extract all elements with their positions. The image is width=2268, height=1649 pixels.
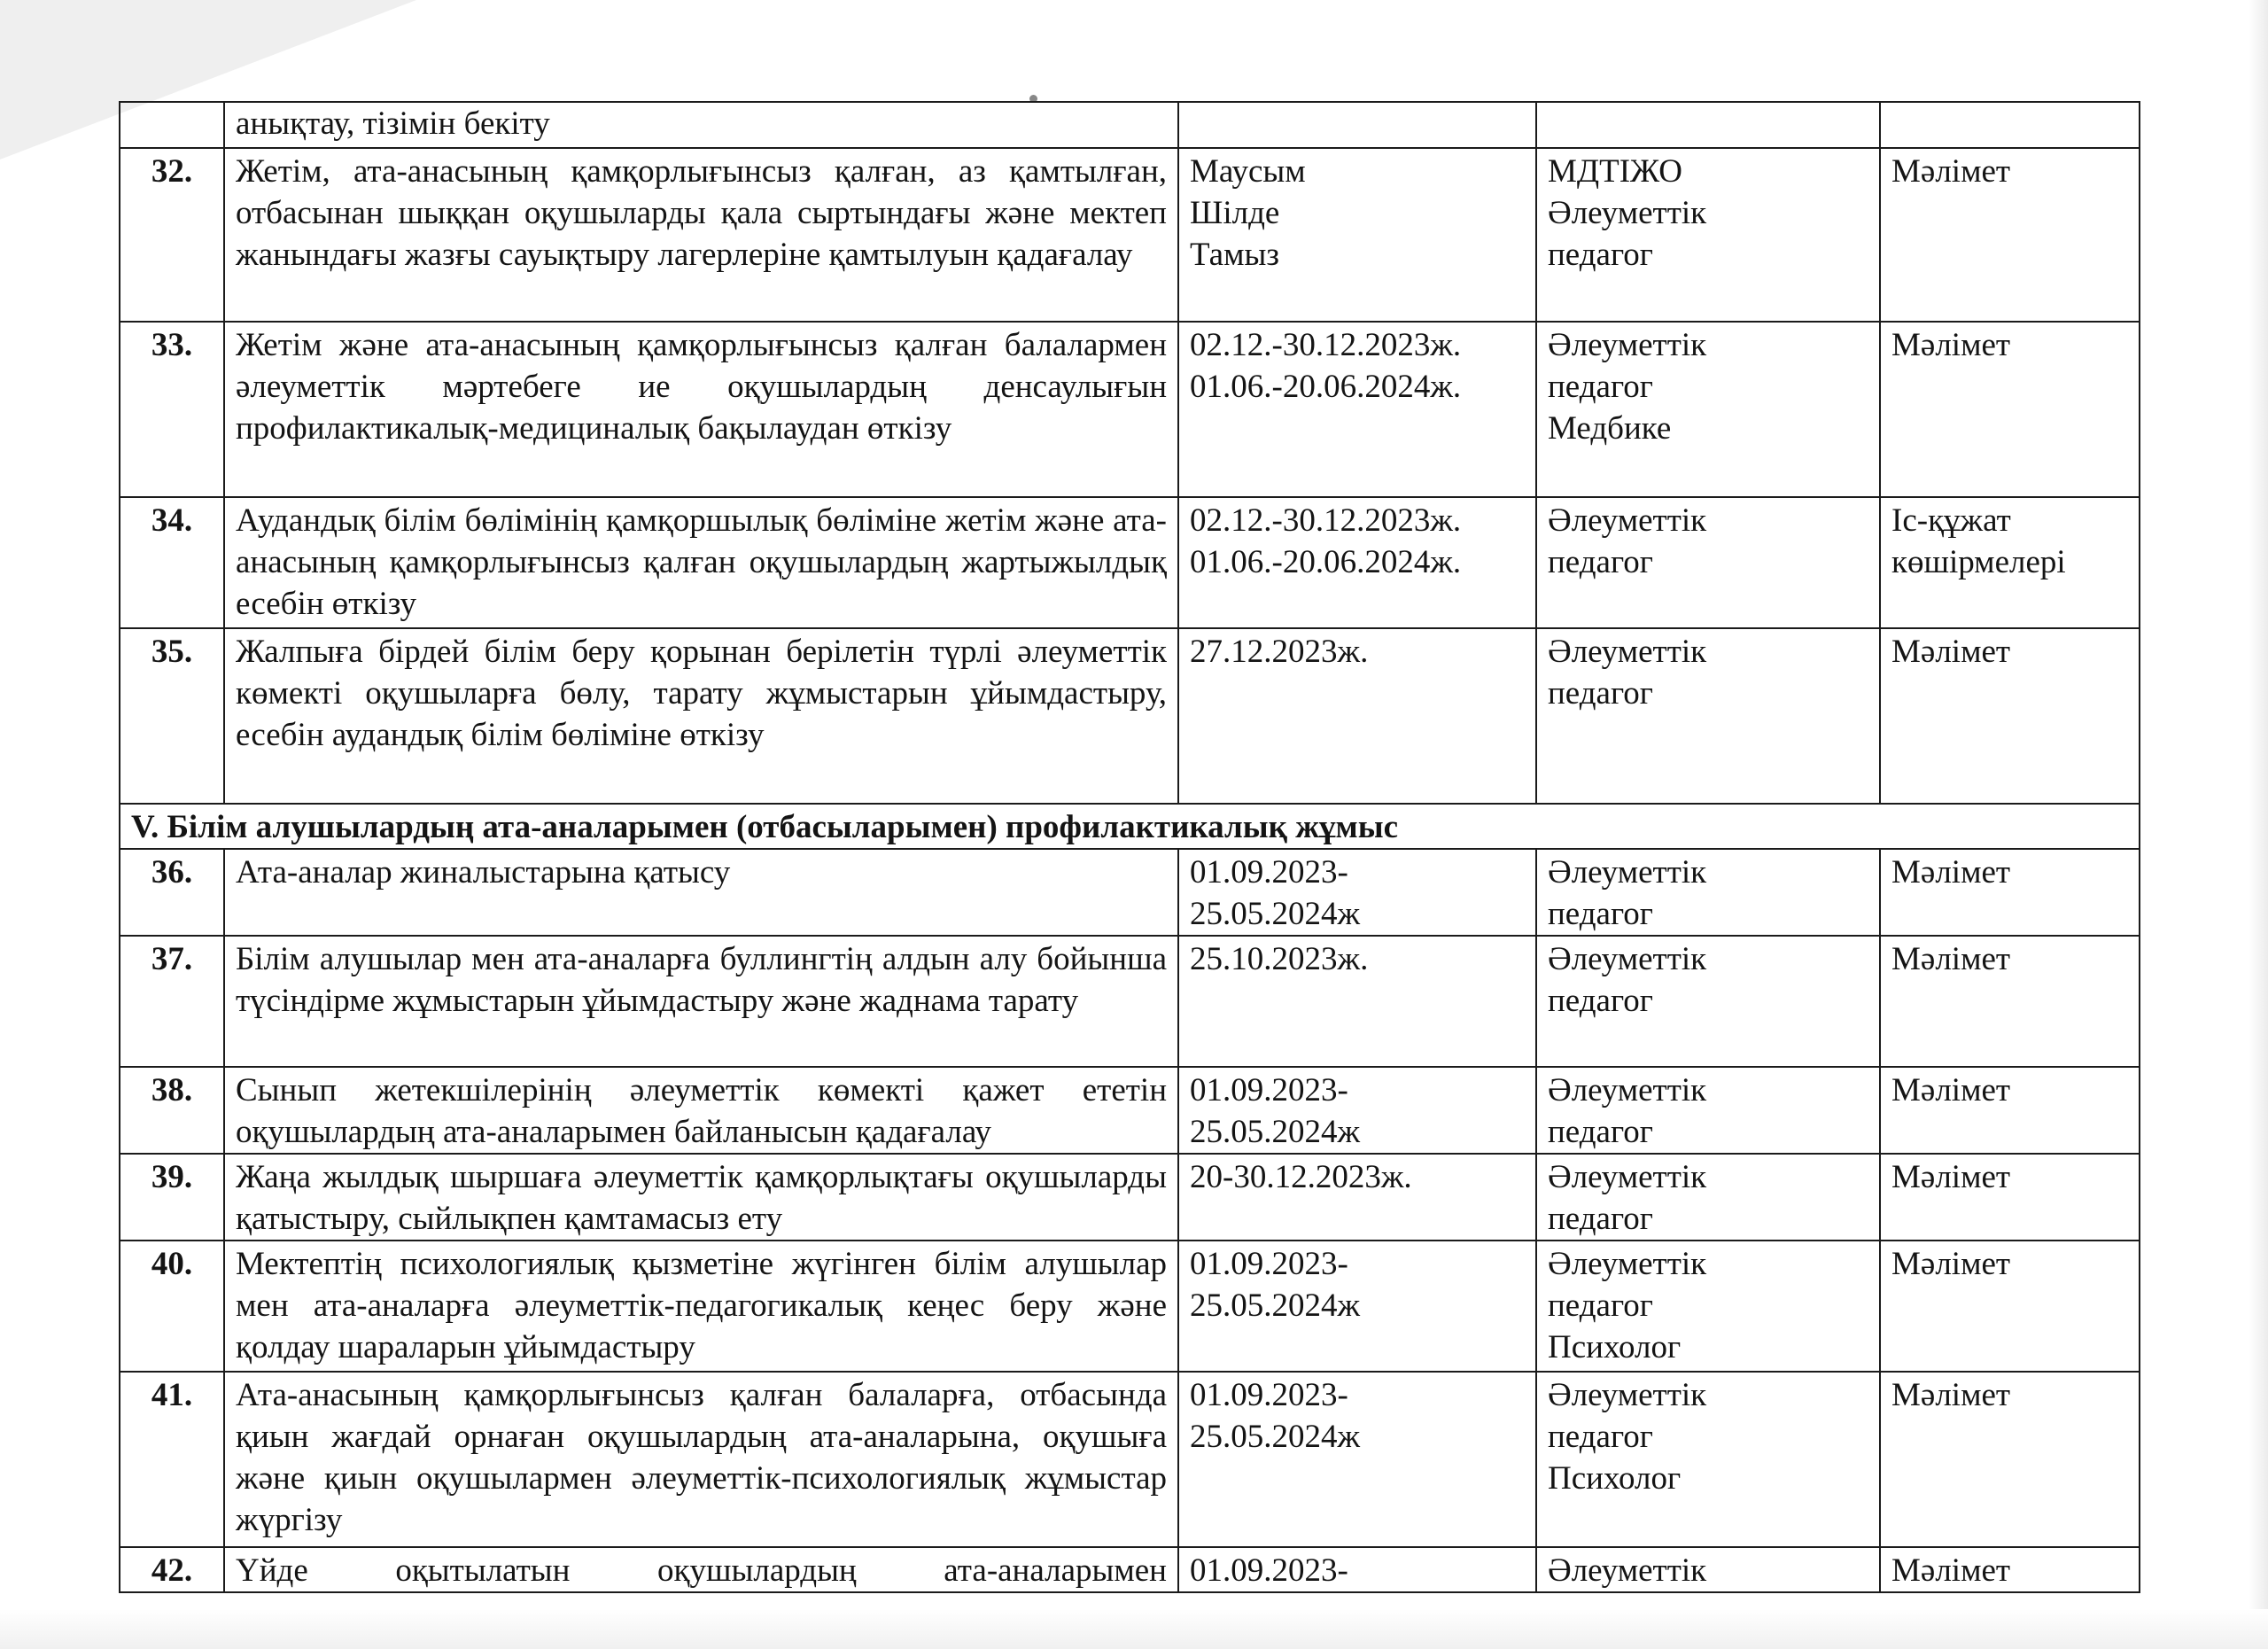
responsible-cell xyxy=(1536,102,1880,148)
responsible-cell: Әлеуметтік педагог Психолог xyxy=(1536,1241,1880,1372)
form-cell: Мәлімет xyxy=(1880,1372,2140,1547)
row-number: 35. xyxy=(120,628,224,804)
row-number: 33. xyxy=(120,322,224,497)
activity-cell: Жетім, ата-анасының қамқорлығынсыз қалған, аз қамтылған, отбасынан шыққан оқушыларды қала сыртындағы және мектеп жанындағы жазғы сауықтыру лагерлеріне қамтылуын қадағалау xyxy=(224,148,1178,322)
activity-cell: Білім алушылар мен ата-аналарға буллингтің алдын алу бойынша түсіндірме жұмыстарын ұйымдастыру және жаднама тарату xyxy=(224,936,1178,1067)
table-row xyxy=(120,628,2140,804)
activity-cell: анықтау, тізімін бекіту xyxy=(224,102,1178,148)
activity-cell: Үйде оқытылатын оқушылардың ата-аналарымен xyxy=(224,1547,1178,1592)
responsible-cell: Әлеуметтік педагог xyxy=(1536,628,1880,804)
table-row xyxy=(120,1241,2140,1372)
responsible-cell: МДТІЖО Әлеуметтік педагог xyxy=(1536,148,1880,322)
table-row xyxy=(120,936,2140,1067)
row-number: 37. xyxy=(120,936,224,1067)
term-cell: 01.09.2023- 25.05.2024ж xyxy=(1178,1067,1536,1154)
responsible-cell: Әлеуметтік педагог Психолог xyxy=(1536,1372,1880,1547)
term-cell: 27.12.2023ж. xyxy=(1178,628,1536,804)
table-row xyxy=(120,322,2140,497)
form-cell: Мәлімет xyxy=(1880,628,2140,804)
responsible-cell: Әлеуметтік педагог xyxy=(1536,849,1880,936)
term-cell xyxy=(1178,102,1536,148)
activity-cell: Жаңа жылдық шыршаға әлеуметтік қамқорлықтағы оқушыларды қатыстыру, сыйлықпен қамтамасыз ету xyxy=(224,1154,1178,1241)
activity-cell: Сынып жетекшілерінің әлеуметтік көмекті қажет ететін оқушылардың ата-аналарымен байланысын қадағалау xyxy=(224,1067,1178,1154)
form-cell: Мәлімет xyxy=(1880,1154,2140,1241)
table-row xyxy=(120,102,2140,148)
form-cell: Мәлімет xyxy=(1880,148,2140,322)
form-cell: Мәлімет xyxy=(1880,322,2140,497)
term-cell: 01.09.2023- 25.05.2024ж xyxy=(1178,1372,1536,1547)
activity-cell: Ата-анасының қамқорлығынсыз қалған балаларға, отбасында қиын жағдай орнаған оқушылардың ата-аналарына, оқушыға және қиын оқушылармен әлеуметтік-психологиялық жұмыстар жүргізу xyxy=(224,1372,1178,1547)
form-cell: Мәлімет xyxy=(1880,936,2140,1067)
form-cell: Мәлімет xyxy=(1880,849,2140,936)
table-row xyxy=(120,1067,2140,1154)
form-cell: Мәлімет xyxy=(1880,1067,2140,1154)
term-cell: 02.12.-30.12.2023ж. 01.06.-20.06.2024ж. xyxy=(1178,322,1536,497)
row-number xyxy=(120,102,224,148)
row-number: 38. xyxy=(120,1067,224,1154)
term-cell: 25.10.2023ж. xyxy=(1178,936,1536,1067)
page-edge-shadow xyxy=(2249,0,2268,1649)
row-number: 34. xyxy=(120,497,224,628)
form-cell xyxy=(1880,102,2140,148)
activity-cell: Ата-аналар жиналыстарына қатысу xyxy=(224,849,1178,936)
responsible-cell: Әлеуметтік педагог Медбике xyxy=(1536,322,1880,497)
table-row xyxy=(120,148,2140,322)
row-number: 32. xyxy=(120,148,224,322)
term-cell: 20-30.12.2023ж. xyxy=(1178,1154,1536,1241)
responsible-cell: Әлеуметтік педагог xyxy=(1536,1154,1880,1241)
activity-cell: Жетім және ата-анасының қамқорлығынсыз қалған балалармен әлеуметтік мәртебеге ие оқушылардың денсаулығын профилактикалық-медициналық бақылаудан өткізу xyxy=(224,322,1178,497)
page-bottom-shadow xyxy=(0,1609,2268,1649)
table-row xyxy=(120,1372,2140,1547)
term-cell: Маусым Шілде Тамыз xyxy=(1178,148,1536,322)
form-cell: Мәлімет xyxy=(1880,1241,2140,1372)
row-number: 42. xyxy=(120,1547,224,1592)
row-number: 40. xyxy=(120,1241,224,1372)
table-row xyxy=(120,497,2140,628)
responsible-cell: Әлеуметтік xyxy=(1536,1547,1880,1592)
term-cell: 01.09.2023- 25.05.2024ж xyxy=(1178,849,1536,936)
term-cell: 02.12.-30.12.2023ж. 01.06.-20.06.2024ж. xyxy=(1178,497,1536,628)
row-number: 39. xyxy=(120,1154,224,1241)
row-number: 36. xyxy=(120,849,224,936)
section-row xyxy=(120,804,2140,849)
activity-cell: Мектептің психологиялық қызметіне жүгінген білім алушылар мен ата-аналарға әлеуметтік-педагогикалық кеңес беру және қолдау шараларын ұйымдастыру xyxy=(224,1241,1178,1372)
table-row xyxy=(120,1547,2140,1592)
term-cell: 01.09.2023- xyxy=(1178,1547,1536,1592)
form-cell: Іс-құжат көшірмелері xyxy=(1880,497,2140,628)
table-row xyxy=(120,849,2140,936)
activity-plan-table xyxy=(119,101,2140,1593)
activity-cell: Аудандық білім бөлімінің қамқоршылық бөліміне жетім және ата-анасының қамқорлығынсыз қалған оқушылардың жартыжылдық есебін өткізу xyxy=(224,497,1178,628)
table-row xyxy=(120,1154,2140,1241)
section-heading: V. Білім алушылардың ата-аналарымен (отбасыларымен) профилактикалық жұмыс xyxy=(120,804,2140,849)
responsible-cell: Әлеуметтік педагог xyxy=(1536,497,1880,628)
responsible-cell: Әлеуметтік педагог xyxy=(1536,1067,1880,1154)
term-cell: 01.09.2023- 25.05.2024ж xyxy=(1178,1241,1536,1372)
row-number: 41. xyxy=(120,1372,224,1547)
activity-cell: Жалпыға бірдей білім беру қорынан берілетін түрлі әлеуметтік көмекті оқушыларға бөлу, тарату жұмыстарын ұйымдастыру, есебін аудандық білім бөліміне өткізу xyxy=(224,628,1178,804)
responsible-cell: Әлеуметтік педагог xyxy=(1536,936,1880,1067)
form-cell: Мәлімет xyxy=(1880,1547,2140,1592)
